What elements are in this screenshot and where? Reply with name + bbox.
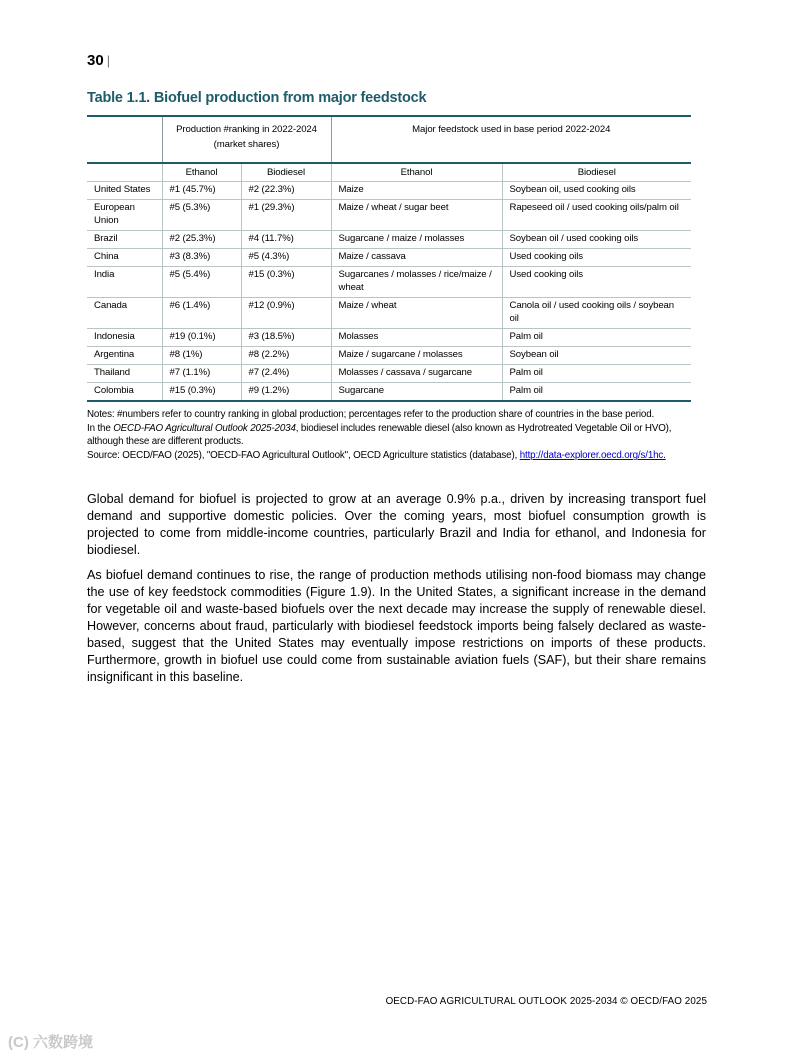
cell-ethanol-rank: #5 (5.3%) <box>162 200 241 231</box>
table-body <box>87 182 691 402</box>
table-row <box>87 365 691 383</box>
cell-country: European Union <box>87 200 162 231</box>
cell-country: India <box>87 267 162 298</box>
cell-biodiesel-rank: #2 (22.3%) <box>241 182 331 200</box>
table-row <box>87 231 691 249</box>
body-text <box>87 491 706 694</box>
cell-country: Brazil <box>87 231 162 249</box>
table-group-header-row <box>87 116 691 163</box>
table-row <box>87 383 691 402</box>
cell-ethanol-rank: #8 (1%) <box>162 347 241 365</box>
cell-biodiesel-rank: #5 (4.3%) <box>241 249 331 267</box>
cell-ethanol-feedstock: Sugarcanes / molasses / rice/maize / wheat <box>331 267 502 298</box>
table-title: Table 1.1. Biofuel production from major feedstock <box>87 90 427 106</box>
cell-biodiesel-feedstock: Palm oil <box>502 365 691 383</box>
cell-ethanol-feedstock: Maize <box>331 182 502 200</box>
table-row <box>87 329 691 347</box>
cell-ethanol-rank: #5 (5.4%) <box>162 267 241 298</box>
notes-publication-title: OECD-FAO Agricultural Outlook 2025-2034 <box>113 422 296 434</box>
cell-biodiesel-rank: #7 (2.4%) <box>241 365 331 383</box>
table-row <box>87 298 691 329</box>
page-number-value: 30 <box>87 52 104 69</box>
cell-biodiesel-rank: #8 (2.2%) <box>241 347 331 365</box>
notes-suffix: , biodiesel includes renewable diesel (also known as Hydrotreated Vegetable Oil or HVO), although these are different products. <box>87 422 672 448</box>
cell-ethanol-rank: #7 (1.1%) <box>162 365 241 383</box>
cell-country: United States <box>87 182 162 200</box>
cell-biodiesel-feedstock: Used cooking oils <box>502 249 691 267</box>
cell-ethanol-feedstock: Molasses <box>331 329 502 347</box>
table-sub-header-row <box>87 163 691 182</box>
table-row <box>87 249 691 267</box>
notes-source <box>87 449 709 463</box>
cell-country: Indonesia <box>87 329 162 347</box>
cell-ethanol-feedstock: Maize / wheat <box>331 298 502 329</box>
cell-country: Argentina <box>87 347 162 365</box>
cell-country: Colombia <box>87 383 162 402</box>
page-number-separator: | <box>106 53 111 68</box>
subheader-feedstock-ethanol: Ethanol <box>331 163 502 182</box>
cell-biodiesel-feedstock: Canola oil / used cooking oils / soybean oil <box>502 298 691 329</box>
cell-biodiesel-feedstock: Used cooking oils <box>502 267 691 298</box>
header-production-ranking: Production #ranking in 2022-2024 (market shares) <box>162 116 331 163</box>
notes-prefix: In the <box>87 422 114 434</box>
body-paragraph: As biofuel demand continues to rise, the range of production methods utilising non-food biomass may change the use of key feedstock commodities (Figure 1.9). In the United States, a significant increase in the demand for vegetable oil and waste-based biofuels over the next decade may increase the supply of renewable diesel. However, concerns about fraud, particularly with biodiesel feedstock imports being falsely declared as waste-based, suggest that the United States may eventually impose restrictions on imports of these products. Furthermore, growth in biofuel use could come from sustainable aviation fuels (SAF), but their share remains insignificant in this baseline. <box>87 568 706 684</box>
cell-ethanol-rank: #3 (8.3%) <box>162 249 241 267</box>
cell-biodiesel-feedstock: Soybean oil / used cooking oils <box>502 231 691 249</box>
table-row <box>87 200 691 231</box>
subheader-ranking-biodiesel: Biodiesel <box>241 163 331 182</box>
cell-biodiesel-feedstock: Palm oil <box>502 329 691 347</box>
page-footer: OECD-FAO AGRICULTURAL OUTLOOK 2025-2034 © OECD/FAO 2025 <box>385 996 707 1007</box>
cell-ethanol-feedstock: Sugarcane / maize / molasses <box>331 231 502 249</box>
cell-ethanol-feedstock: Maize / sugarcane / molasses <box>331 347 502 365</box>
source-text: Source: OECD/FAO (2025), "OECD-FAO Agricultural Outlook", OECD Agriculture statistics (database), <box>87 450 520 462</box>
cell-biodiesel-rank: #4 (11.7%) <box>241 231 331 249</box>
body-paragraph: Global demand for biofuel is projected to grow at an average 0.9% p.a., driven by increasing transport fuel demand and supportive domestic policies. Over the coming years, most biofuel consumption growth is projected to come from middle-income countries, particularly Brazil and India for ethanol, and Indonesia for biodiesel. <box>87 492 706 557</box>
cell-ethanol-rank: #1 (45.7%) <box>162 182 241 200</box>
table-row <box>87 267 691 298</box>
page-number <box>87 52 110 69</box>
cell-biodiesel-rank: #1 (29.3%) <box>241 200 331 231</box>
cell-biodiesel-rank: #15 (0.3%) <box>241 267 331 298</box>
notes-line-definition <box>87 422 709 449</box>
cell-country: Canada <box>87 298 162 329</box>
cell-ethanol-feedstock: Sugarcane <box>331 383 502 402</box>
cell-biodiesel-feedstock: Rapeseed oil / used cooking oils/palm oil <box>502 200 691 231</box>
table-row <box>87 347 691 365</box>
cell-ethanol-feedstock: Maize / wheat / sugar beet <box>331 200 502 231</box>
header-empty <box>87 116 162 163</box>
cell-ethanol-rank: #2 (25.3%) <box>162 231 241 249</box>
cell-biodiesel-rank: #3 (18.5%) <box>241 329 331 347</box>
header-major-feedstock: Major feedstock used in base period 2022-2024 <box>331 116 691 163</box>
source-link[interactable]: http://data-explorer.oecd.org/s/1hc. <box>519 450 666 462</box>
table-row <box>87 182 691 200</box>
subheader-country <box>87 163 162 182</box>
notes-line-ranking: Notes: #numbers refer to country ranking in global production; percentages refer to the production share of countries in the base period. <box>87 409 655 420</box>
cell-ethanol-feedstock: Maize / cassava <box>331 249 502 267</box>
cell-ethanol-rank: #19 (0.1%) <box>162 329 241 347</box>
biofuel-table <box>87 115 691 402</box>
cell-country: Thailand <box>87 365 162 383</box>
subheader-feedstock-biodiesel: Biodiesel <box>502 163 691 182</box>
watermark-logo: (C) 六数跨境 <box>8 1034 93 1051</box>
cell-ethanol-rank: #15 (0.3%) <box>162 383 241 402</box>
cell-ethanol-feedstock: Molasses / cassava / sugarcane <box>331 365 502 383</box>
cell-country: China <box>87 249 162 267</box>
table-notes <box>87 408 709 463</box>
cell-biodiesel-feedstock: Soybean oil, used cooking oils <box>502 182 691 200</box>
subheader-ranking-ethanol: Ethanol <box>162 163 241 182</box>
cell-biodiesel-rank: #9 (1.2%) <box>241 383 331 402</box>
cell-biodiesel-feedstock: Palm oil <box>502 383 691 402</box>
cell-biodiesel-rank: #12 (0.9%) <box>241 298 331 329</box>
cell-biodiesel-feedstock: Soybean oil <box>502 347 691 365</box>
cell-ethanol-rank: #6 (1.4%) <box>162 298 241 329</box>
